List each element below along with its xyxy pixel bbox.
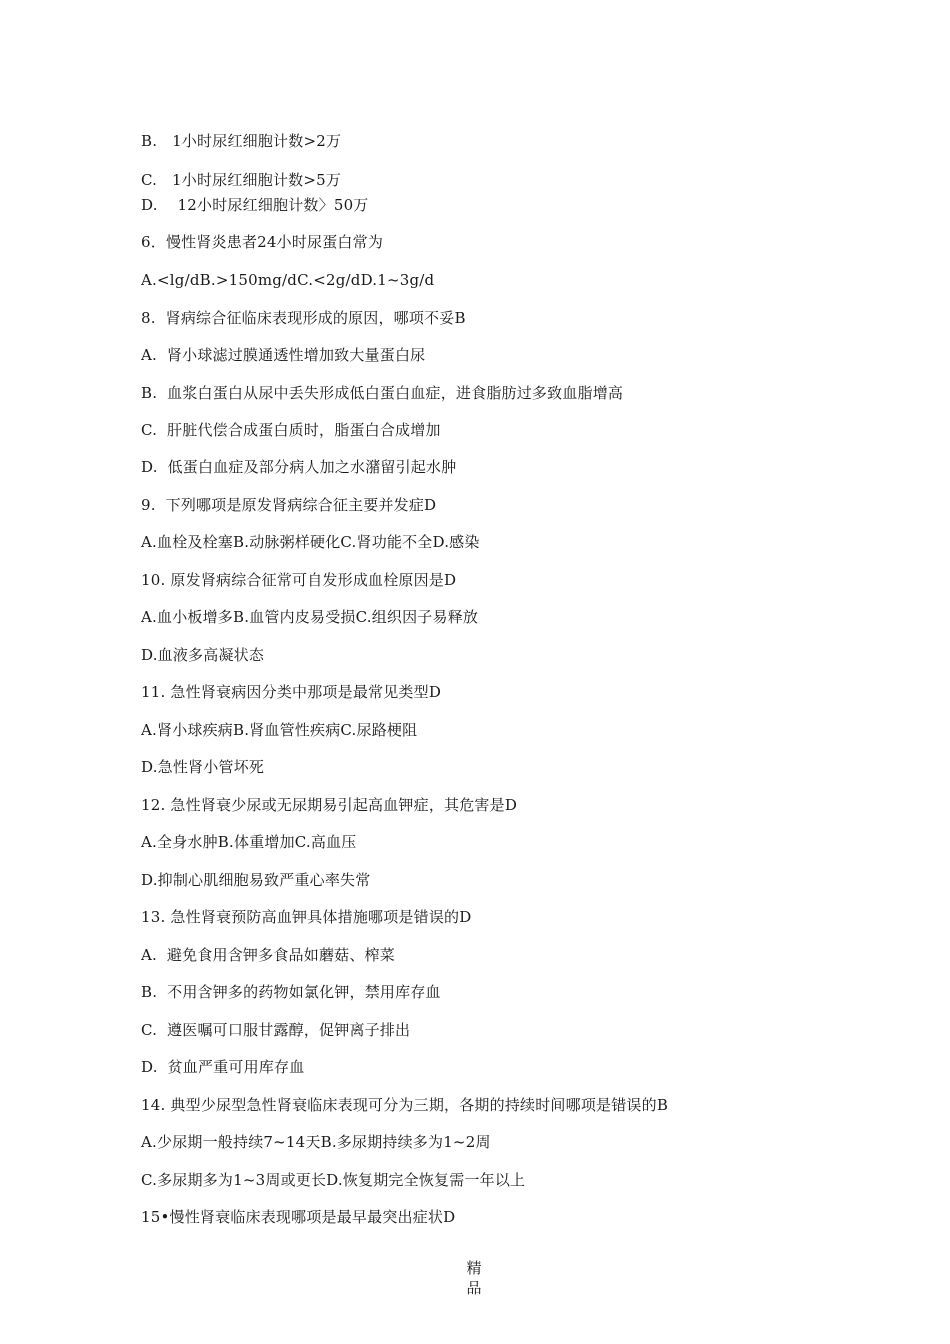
text-line: D.抑制心肌细胞易致严重心率失常: [141, 871, 371, 889]
text-line: A.肾小球疾病B.肾血管性疾病C.尿路梗阻: [141, 721, 418, 739]
text-line: 13. 急性肾衰预防高血钾具体措施哪项是错误的D: [141, 908, 472, 926]
text-line: 15•慢性肾衰临床表现哪项是最早最突出症状D: [141, 1208, 456, 1226]
text-line: A.全身水肿B.体重增加C.高血压: [141, 833, 357, 851]
text-line: B. 血浆白蛋白从尿中丢失形成低白蛋白血症，进食脂肪过多致血脂增高: [141, 384, 624, 402]
text-line: D. 低蛋白血症及部分病人加之水潴留引起水肿: [141, 458, 457, 476]
text-line: C. 遵医嘱可口服甘露醇，促钾离子排出: [141, 1021, 411, 1039]
text-line: B. 1小时尿红细胞计数>2万: [141, 132, 342, 150]
text-line: A. 避免食用含钾多食品如蘑菇、榨菜: [141, 946, 395, 964]
text-line: 6．慢性肾炎患者24小时尿蛋白常为: [141, 233, 384, 251]
text-line: 9. 下列哪项是原发肾病综合征主要并发症D: [141, 496, 437, 514]
text-line: C. 1小时尿红细胞计数>5万: [141, 171, 342, 189]
text-line: D. 12小时尿红细胞计数〉50万: [141, 196, 369, 214]
text-line: D.血液多高凝状态: [141, 646, 265, 664]
footer-char-1: 精: [466, 1259, 482, 1277]
text-line: C. 肝脏代偿合成蛋白质时，脂蛋白合成增加: [141, 421, 441, 439]
text-line: 14. 典型少尿型急性肾衰临床表现可分为三期，各期的持续时间哪项是错误的B: [141, 1096, 669, 1114]
text-line: 10. 原发肾病综合征常可自发形成血栓原因是D: [141, 571, 457, 589]
text-line: D.急性肾小管坏死: [141, 758, 265, 776]
text-line: 12. 急性肾衰少尿或无尿期易引起高血钾症，其危害是D: [141, 796, 518, 814]
text-line: 8. 肾病综合征临床表现形成的原因，哪项不妥B: [141, 309, 466, 327]
text-line: C.多尿期多为1~3周或更长D.恢复期完全恢复需一年以上: [141, 1171, 526, 1189]
text-line: B. 不用含钾多的药物如氯化钾，禁用库存血: [141, 983, 441, 1001]
footer-char-2: 品: [466, 1279, 482, 1297]
text-line: A.血小板增多B.血管内皮易受损C.组织因子易释放: [141, 608, 479, 626]
text-line: A. 肾小球滤过膜通透性增加致大量蛋白尿: [141, 346, 426, 364]
text-line: 11. 急性肾衰病因分类中那项是最常见类型D: [141, 683, 442, 701]
text-line: A.<lg/dB.>150mg/dC.<2g/dD.1~3g/d: [141, 271, 435, 289]
text-line: A.少尿期一般持续7~14天B.多尿期持续多为1~2周: [141, 1133, 491, 1151]
text-line: A.血栓及栓塞B.动脉粥样硬化C.肾功能不全D.感染: [141, 533, 480, 551]
text-line: D. 贫血严重可用库存血: [141, 1058, 305, 1076]
